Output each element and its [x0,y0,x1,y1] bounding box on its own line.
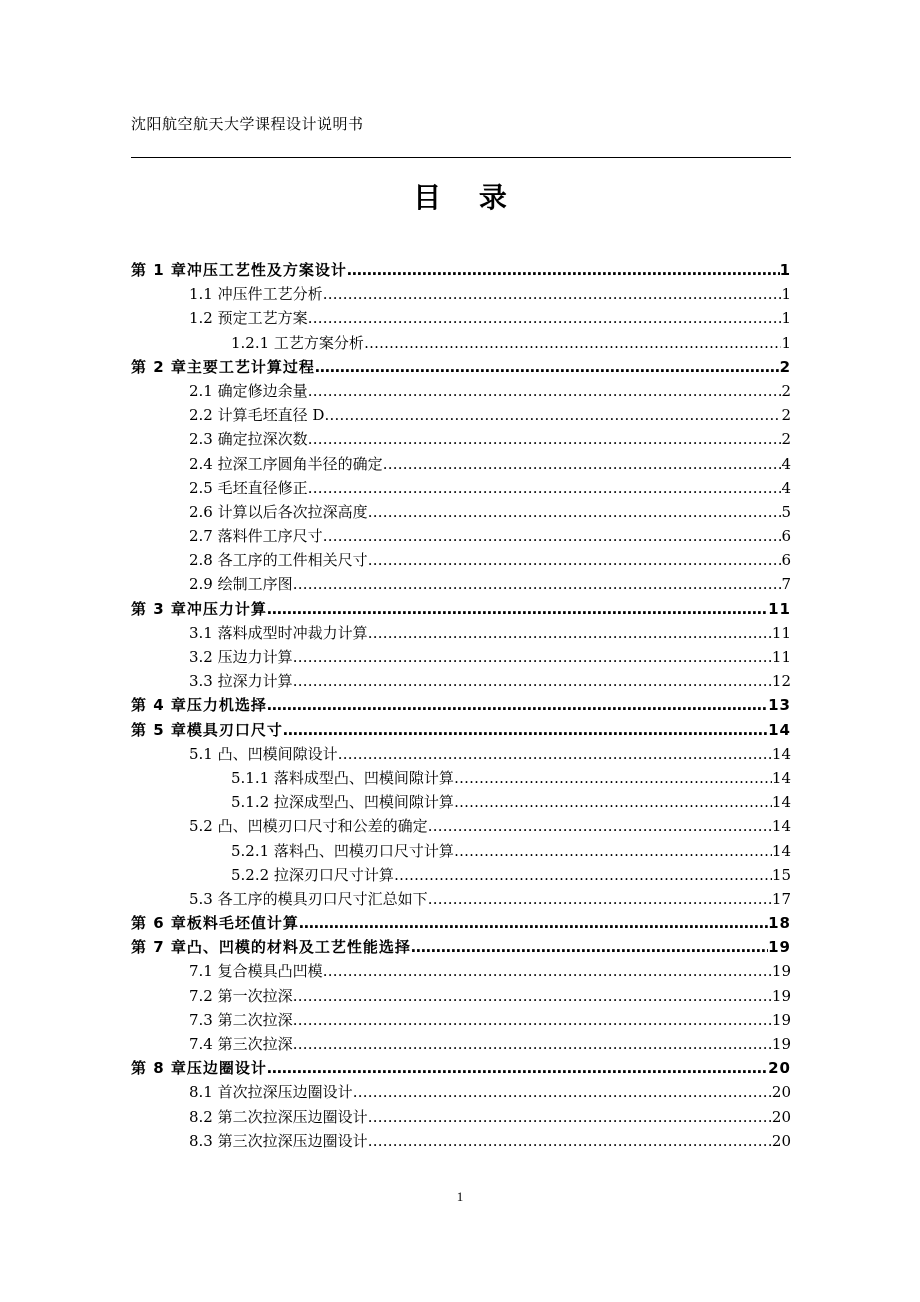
toc-page-number: 14 [771,768,791,787]
toc-entry-label: 8.3 第三次拉深压边圈设计 [189,1131,368,1150]
toc-entry-label: 3.1 落料成型时冲裁力计算 [189,623,368,642]
toc-dot-leader [323,282,782,306]
toc-page-number: 5 [781,502,791,521]
toc-entry-label: 3.2 压边力计算 [189,648,293,666]
toc-page-number: 13 [768,696,791,715]
page-title: 目 录 [413,181,521,214]
toc-dot-leader [347,258,780,282]
toc-section-entry[interactable] [131,524,791,548]
toc-page-number: 11 [768,599,791,618]
toc-chapter-number: 第 7 章 [131,938,187,957]
toc-section-entry[interactable] [131,790,791,814]
toc-entry-label: 2.4 拉深工序圆角半径的确定 [189,454,383,473]
toc-section-entry[interactable] [131,621,791,645]
toc-dot-leader [368,621,772,645]
toc-dot-leader [368,548,782,572]
toc-dot-leader [364,331,782,355]
toc-page-number: 2 [781,406,791,425]
toc-entry-label: 1.2.1 工艺方案分析 [231,333,364,352]
toc-section-entry[interactable] [131,500,791,524]
toc-page-number: 1 [779,261,791,279]
toc-dot-leader [308,476,782,500]
toc-dot-leader [315,355,780,379]
table-of-contents [131,258,791,1153]
toc-entry-label: 冲压工艺性及方案设计 [186,261,347,279]
toc-entry-label: 2.8 各工序的工件相关尺寸 [189,551,368,570]
toc-entry-label: 5.2 凸、凹模刃口尺寸和公差的确定 [189,817,428,836]
toc-section-entry[interactable] [131,331,791,355]
header-rule [131,157,791,158]
toc-section-entry[interactable] [131,984,791,1008]
toc-page-number: 6 [781,551,791,570]
toc-page-number: 7 [781,575,791,594]
toc-dot-leader [323,524,782,548]
toc-page-number: 19 [771,1010,791,1029]
toc-page-number: 19 [771,986,791,1005]
toc-page-number: 14 [768,720,791,739]
toc-entry-label: 5.1.2 拉深成型凸、凹模间隙计算 [231,793,454,812]
toc-section-entry[interactable] [131,1105,791,1129]
toc-chapter-entry[interactable] [131,597,791,621]
toc-entry-label: 5.2.2 拉深刃口尺寸计算 [231,865,394,884]
toc-page-number: 20 [771,1083,791,1102]
toc-section-entry[interactable] [131,427,791,451]
toc-section-entry[interactable] [131,766,791,790]
toc-entry-label: 压边圈设计 [186,1059,267,1078]
toc-entry-label: 5.1 凸、凹模间隙设计 [189,744,338,763]
toc-chapter-number: 第 1 章 [131,261,187,279]
toc-page-number: 11 [771,648,791,666]
toc-entry-label: 冲压力计算 [186,599,267,618]
toc-entry-label: 2.3 确定拉深次数 [189,430,308,449]
toc-section-entry[interactable] [131,742,791,766]
toc-section-entry[interactable] [131,645,791,669]
toc-section-entry[interactable] [131,959,791,983]
toc-entry-label: 8.1 首次拉深压边圈设计 [189,1083,353,1102]
toc-dot-leader [324,403,781,427]
toc-page-number: 17 [771,889,791,908]
document-header: 沈阳航空航天大学课程设计说明书 [131,115,364,133]
toc-entry-label: 2.1 确定修边余量 [189,381,308,400]
toc-entry-label: 8.2 第二次拉深压边圈设计 [189,1107,368,1126]
toc-page-number: 19 [768,938,791,957]
toc-chapter-entry[interactable] [131,935,791,959]
toc-section-entry[interactable] [131,306,791,330]
toc-section-entry[interactable] [131,379,791,403]
toc-dot-leader [368,1105,772,1129]
toc-chapter-entry[interactable] [131,355,791,379]
toc-dot-leader [267,693,768,717]
toc-section-entry[interactable] [131,282,791,306]
toc-entry-label: 2.9 绘制工序图 [189,575,293,594]
toc-dot-leader [368,500,782,524]
toc-entry-label: 7.2 第一次拉深 [189,986,293,1005]
toc-section-entry[interactable] [131,1032,791,1056]
toc-page-number: 19 [771,962,791,981]
toc-entry-label: 主要工艺计算过程 [186,357,315,376]
toc-page-number: 19 [771,1035,791,1053]
toc-entry-label: 1.2 预定工艺方案 [189,309,308,328]
toc-page-number: 4 [781,454,791,473]
toc-entry-label: 5.3 各工序的模具刃口尺寸汇总如下 [189,889,428,908]
toc-dot-leader [353,1080,772,1104]
toc-chapter-entry[interactable] [131,911,791,935]
toc-page-number: 6 [781,527,791,546]
toc-page-number: 1 [781,309,791,328]
toc-dot-leader [267,597,768,621]
toc-page-number: 2 [781,381,791,400]
toc-chapter-entry[interactable] [131,1056,791,1080]
toc-dot-leader [454,839,772,863]
toc-dot-leader [293,572,782,596]
toc-page-number: 4 [781,478,791,497]
toc-dot-leader [454,766,772,790]
toc-entry-label: 压力机选择 [186,696,267,715]
toc-dot-leader [454,790,772,814]
toc-section-entry[interactable] [131,476,791,500]
toc-dot-leader [308,306,782,330]
toc-page-number: 1 [781,285,791,304]
toc-dot-leader [293,1008,772,1032]
toc-page-number: 20 [771,1131,791,1150]
page-number: 1 [456,1189,464,1204]
toc-page-number: 18 [768,914,791,933]
toc-chapter-entry[interactable] [131,718,791,742]
toc-entry-label: 凸、凹模的材料及工艺性能选择 [186,938,411,957]
toc-entry-label: 3.3 拉深力计算 [189,672,293,691]
toc-section-entry[interactable] [131,1080,791,1104]
toc-section-entry[interactable] [131,548,791,572]
toc-entry-label: 2.5 毛坯直径修正 [189,478,308,497]
toc-entry-label: 7.4 第三次拉深 [189,1035,293,1053]
toc-section-entry[interactable] [131,887,791,911]
toc-section-entry[interactable] [131,403,791,427]
toc-page-number: 2 [781,430,791,449]
toc-page-number: 14 [771,793,791,812]
toc-section-entry[interactable] [131,572,791,596]
toc-entry-label: 2.2 计算毛坯直径 D [189,406,325,425]
toc-page-number: 12 [771,672,791,691]
toc-entry-label: 模具刃口尺寸 [186,720,283,739]
toc-page-number: 14 [771,841,791,860]
toc-page-number: 11 [771,623,791,642]
toc-page-number: 14 [771,817,791,836]
toc-page-number: 15 [771,865,791,884]
toc-dot-leader [383,452,782,476]
toc-entry-label: 2.6 计算以后各次拉深高度 [189,502,368,521]
toc-page-number: 20 [771,1107,791,1126]
toc-entry-label: 7.3 第二次拉深 [189,1010,293,1029]
toc-dot-leader [394,863,772,887]
toc-chapter-number: 第 3 章 [131,599,187,618]
toc-chapter-number: 第 2 章 [131,357,187,376]
toc-entry-label: 1.1 冲压件工艺分析 [189,285,323,304]
toc-dot-leader [368,1129,772,1153]
toc-dot-leader [293,984,772,1008]
toc-chapter-entry[interactable] [131,693,791,717]
toc-dot-leader [308,427,782,451]
toc-dot-leader [428,887,772,911]
toc-dot-leader [323,959,772,983]
toc-page-number: 14 [771,744,791,763]
toc-dot-leader [283,718,768,742]
toc-dot-leader [293,669,772,693]
toc-entry-label: 5.1.1 落料成型凸、凹模间隙计算 [231,768,454,787]
toc-page-number: 20 [768,1059,791,1078]
toc-entry-label: 2.7 落料件工序尺寸 [189,527,323,546]
toc-dot-leader [428,814,772,838]
toc-section-entry[interactable] [131,863,791,887]
toc-chapter-number: 第 8 章 [131,1059,187,1078]
toc-entry-label: 5.2.1 落料凸、凹模刃口尺寸计算 [231,841,454,860]
toc-page-number: 1 [781,333,791,352]
toc-section-entry[interactable] [131,452,791,476]
toc-dot-leader [308,379,782,403]
toc-dot-leader [267,1056,768,1080]
toc-dot-leader [293,645,772,669]
toc-entry-label: 7.1 复合模具凸凹模 [189,962,323,981]
toc-section-entry[interactable] [131,1129,791,1153]
toc-section-entry[interactable] [131,669,791,693]
toc-section-entry[interactable] [131,839,791,863]
toc-dot-leader [411,935,768,959]
toc-chapter-number: 第 6 章 [131,914,187,933]
toc-section-entry[interactable] [131,814,791,838]
toc-chapter-entry[interactable] [131,258,791,282]
toc-chapter-number: 第 5 章 [131,720,187,739]
toc-entry-label: 板料毛坯值计算 [186,914,299,933]
toc-section-entry[interactable] [131,1008,791,1032]
toc-chapter-number: 第 4 章 [131,696,187,715]
toc-dot-leader [338,742,772,766]
toc-dot-leader [293,1032,772,1056]
toc-dot-leader [299,911,768,935]
toc-page-number: 2 [779,357,791,376]
